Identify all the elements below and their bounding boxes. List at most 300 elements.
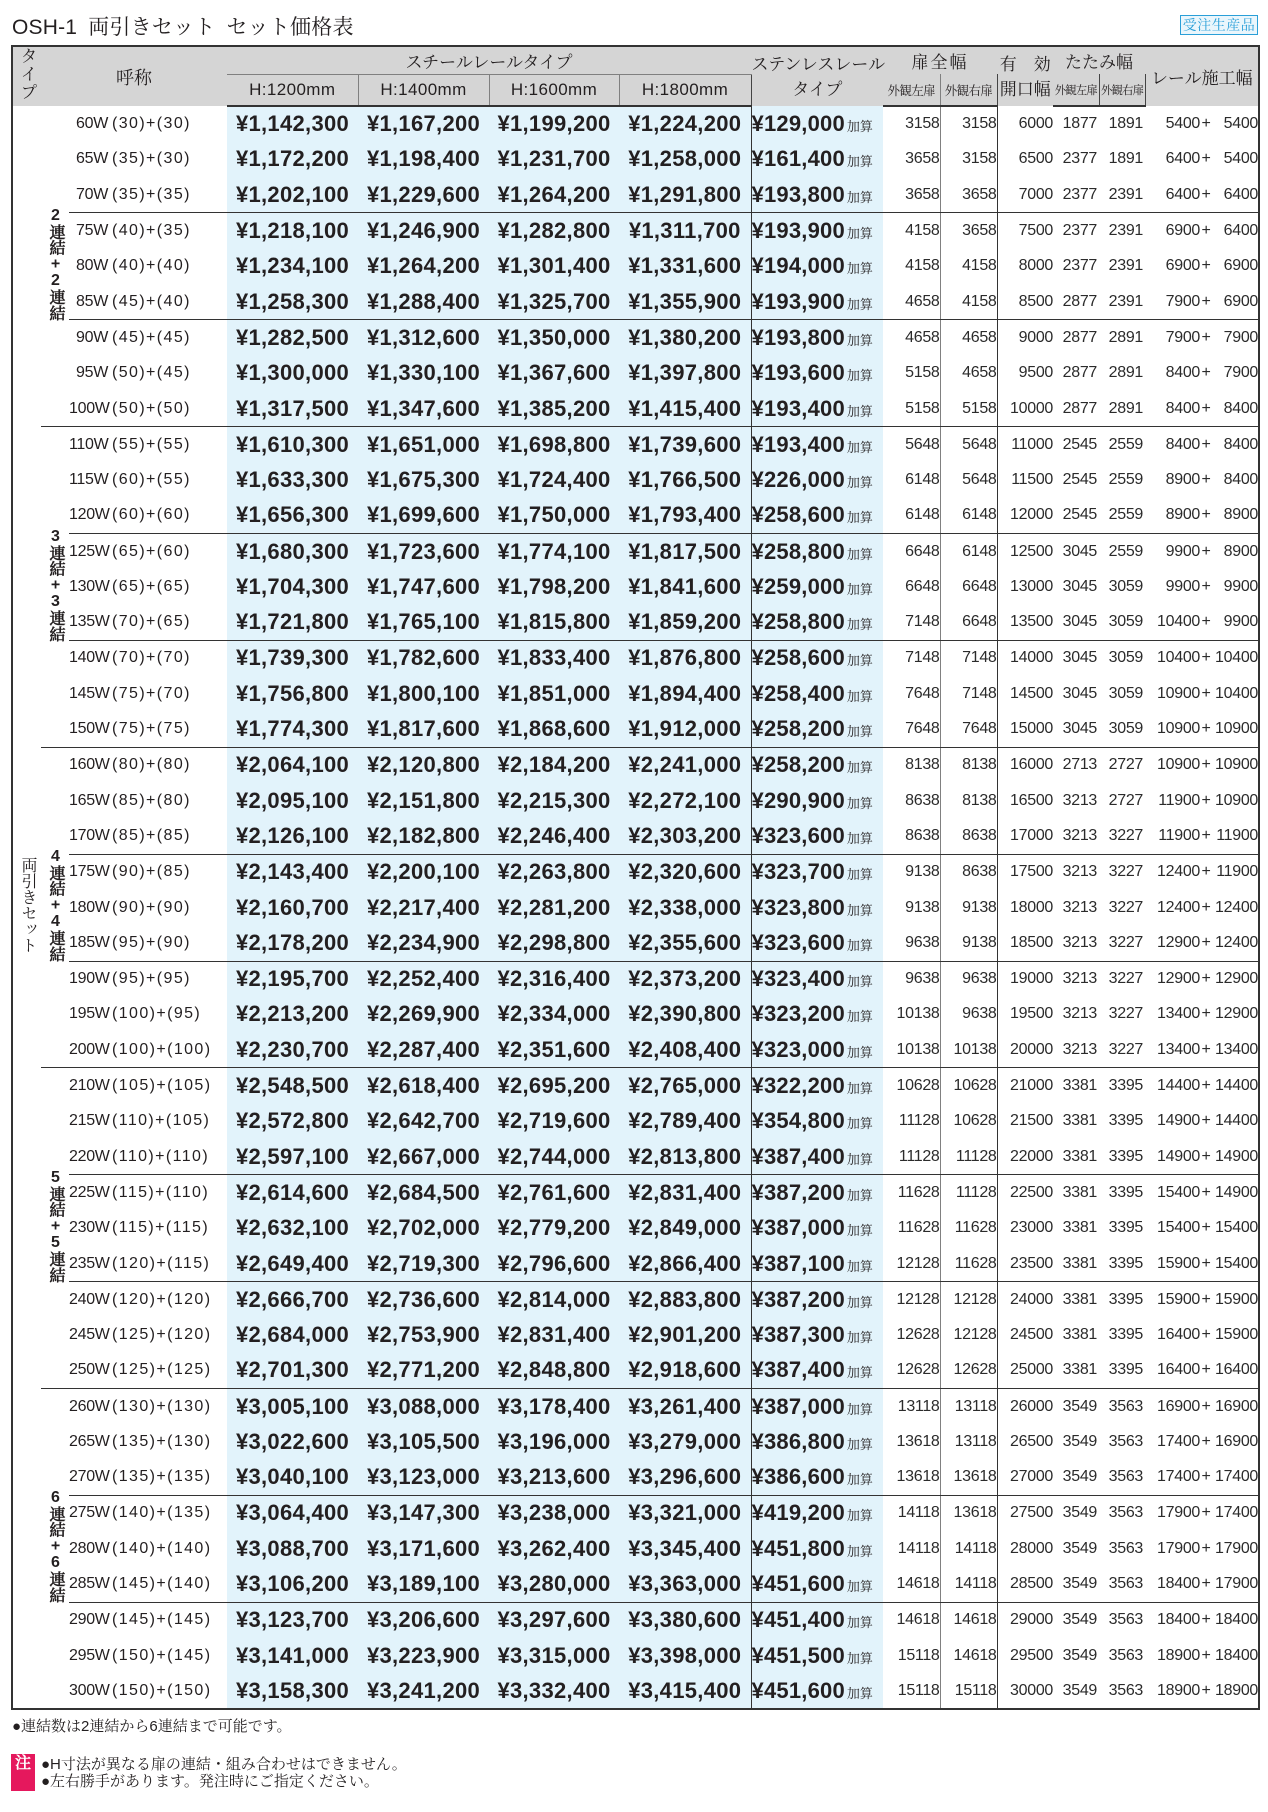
- fold-right-cell: 3227: [1108, 898, 1144, 916]
- rail-width-cell: 15400+ 14900: [1157, 1183, 1259, 1201]
- fold-left-cell: 3213: [1062, 863, 1098, 881]
- rail-width-cell: 17900+ 17900: [1157, 1539, 1259, 1557]
- rail-width-cell: 6900+ 6900: [1165, 257, 1259, 275]
- fold-right-cell: 3059: [1108, 684, 1144, 702]
- door-right-cell: 6148: [940, 498, 997, 534]
- opening-cell: 21000: [1010, 1076, 1054, 1094]
- rail-width-cell: 10400+ 10400: [1157, 649, 1259, 667]
- rail-width-cell: 10900+ 10900: [1157, 756, 1259, 774]
- steel-price-cell: ¥2,667,000: [358, 1139, 489, 1175]
- name-cell: 175W (90)+(85): [69, 863, 191, 881]
- steel-price-cell: ¥2,316,400: [489, 961, 619, 997]
- door-right-cell: 7148: [940, 640, 997, 676]
- opening-cell: 13000: [1010, 577, 1054, 595]
- steel-price-cell: ¥1,282,500: [227, 320, 358, 356]
- name-cell: 160W (80)+(80): [69, 756, 191, 774]
- opening-cell: 8000: [1018, 257, 1054, 275]
- fold-left-cell: 2377: [1062, 221, 1098, 239]
- stainless-price-cell: ¥323,400 加算: [751, 961, 883, 997]
- rail-width-cell: 6900+ 6400: [1165, 221, 1259, 239]
- steel-price-cell: ¥2,666,700: [227, 1282, 358, 1318]
- stainless-price-cell: ¥323,800 加算: [751, 890, 883, 926]
- steel-price-cell: ¥1,651,000: [358, 427, 489, 463]
- rail-width-cell: 12900+ 12400: [1145, 925, 1259, 961]
- steel-price-cell: ¥2,765,000: [619, 1068, 751, 1104]
- fold-right-cell: 3395: [1099, 1353, 1145, 1389]
- group-cell: [41, 1389, 69, 1710]
- name-cell: 170W (85)+(85): [69, 819, 227, 855]
- name-cell: 225W (115)+(110): [69, 1183, 210, 1201]
- fold-right-cell: 3395: [1108, 1112, 1144, 1130]
- fold-right-cell: 2891: [1108, 328, 1144, 346]
- steel-price-cell: ¥1,739,600: [619, 427, 751, 463]
- opening-cell: 7000: [997, 177, 1053, 213]
- group-label: 6連結+6連結: [47, 1489, 64, 1603]
- group-cell: [41, 747, 69, 1068]
- steel-price-cell: ¥1,800,100: [358, 676, 489, 712]
- steel-price-cell: ¥2,064,100: [227, 747, 358, 783]
- stainless-price-cell: ¥161,400 加算: [751, 142, 883, 178]
- steel-price-cell: ¥1,312,600: [358, 320, 489, 356]
- name-cell: 70W (35)+(35): [69, 177, 227, 213]
- door-right-cell: 7648: [940, 712, 997, 748]
- fold-left-cell: 3549: [1062, 1397, 1098, 1415]
- group-label: 2連結+2連結: [47, 206, 64, 321]
- stainless-price-cell: ¥386,800 加算: [751, 1424, 883, 1460]
- fold-left-cell: 3045: [1053, 605, 1099, 641]
- door-left-cell: 11628: [883, 1175, 940, 1211]
- caution-list: [41, 1756, 407, 1790]
- rail-width-cell: 11900+ 11900: [1145, 819, 1259, 855]
- opening-cell: 24500: [1010, 1326, 1054, 1344]
- header-door-right: 外観右扉: [940, 74, 997, 106]
- header-effective-opening: 有 効 開口幅: [997, 46, 1053, 106]
- fold-left-cell: 3381: [1062, 1183, 1098, 1201]
- type-cell: [12, 106, 41, 1709]
- steel-price-cell: ¥2,217,400: [358, 890, 489, 926]
- door-left-cell: 11128: [883, 1139, 940, 1175]
- door-left-cell: 11628: [883, 1210, 940, 1246]
- name-cell: 200W (100)+(100): [69, 1032, 227, 1068]
- opening-cell: 26500: [1010, 1432, 1054, 1450]
- fold-right-cell: 2891: [1108, 364, 1144, 382]
- steel-price-cell: ¥2,814,000: [489, 1282, 619, 1318]
- door-right-cell: 4658: [940, 355, 997, 391]
- steel-price-cell: ¥2,701,300: [227, 1353, 358, 1389]
- header-folded-width: たたみ幅: [1053, 46, 1145, 74]
- door-right-cell: 3158: [940, 142, 997, 178]
- fold-right-cell: 2559: [1099, 498, 1145, 534]
- fold-right-cell: 2391: [1108, 221, 1144, 239]
- name-cell: 245W (125)+(120): [69, 1326, 212, 1344]
- stainless-price-cell: ¥451,800 加算: [751, 1531, 883, 1567]
- steel-price-cell: ¥1,246,900: [358, 213, 489, 249]
- fold-left-cell: 3381: [1053, 1353, 1099, 1389]
- steel-price-cell: ¥2,095,100: [227, 783, 358, 819]
- steel-price-cell: ¥1,264,200: [489, 177, 619, 213]
- door-left-cell: 4658: [883, 284, 940, 320]
- header-stainless-rail-type: ステンレスレール タイプ: [751, 46, 883, 106]
- steel-price-cell: ¥3,363,000: [619, 1567, 751, 1603]
- steel-price-cell: ¥3,321,000: [619, 1495, 751, 1531]
- door-left-cell: 12128: [883, 1282, 940, 1318]
- door-right-cell: 8138: [940, 783, 997, 819]
- steel-price-cell: ¥1,282,800: [489, 213, 619, 249]
- door-left-cell: 5648: [883, 427, 940, 463]
- fold-left-cell: 3045: [1062, 684, 1098, 702]
- fold-left-cell: 2877: [1053, 284, 1099, 320]
- door-right-cell: 10628: [940, 1068, 997, 1104]
- opening-cell: 25000: [997, 1353, 1053, 1389]
- door-left-cell: 3658: [883, 177, 940, 213]
- stainless-price-cell: ¥193,400 加算: [751, 391, 883, 427]
- steel-price-cell: ¥2,408,400: [619, 1032, 751, 1068]
- table-row: [12, 1531, 1259, 1567]
- steel-price-cell: ¥3,171,600: [358, 1531, 489, 1567]
- fold-right-cell: 3395: [1108, 1219, 1144, 1237]
- fold-right-cell: 3563: [1099, 1674, 1145, 1710]
- steel-price-cell: ¥2,744,000: [489, 1139, 619, 1175]
- header-h1800: H:1800mm: [619, 74, 751, 106]
- door-left-cell: 8638: [883, 783, 940, 819]
- steel-price-cell: ¥2,632,100: [227, 1210, 358, 1246]
- name-cell: 265W (135)+(130): [69, 1432, 212, 1450]
- steel-price-cell: ¥2,813,800: [619, 1139, 751, 1175]
- steel-price-cell: ¥1,912,000: [619, 712, 751, 748]
- fold-left-cell: 3213: [1053, 819, 1099, 855]
- door-right-cell: 11128: [940, 1139, 997, 1175]
- fold-left-cell: 3381: [1062, 1112, 1098, 1130]
- rail-width-cell: 8900+ 8900: [1145, 498, 1259, 534]
- steel-price-cell: ¥1,656,300: [227, 498, 358, 534]
- name-cell: 60W (30)+(30): [76, 114, 191, 132]
- door-right-cell: 7148: [940, 676, 997, 712]
- steel-price-cell: ¥1,218,100: [227, 213, 358, 249]
- stainless-price-cell: ¥129,000 加算: [751, 106, 883, 142]
- door-right-cell: 9638: [940, 997, 997, 1033]
- fold-right-cell: 3563: [1108, 1504, 1144, 1522]
- opening-cell: 28000: [1010, 1539, 1054, 1557]
- name-cell: 195W (100)+(95): [69, 1005, 202, 1023]
- name-cell: 210W (105)+(105): [69, 1076, 212, 1094]
- steel-price-cell: ¥1,202,100: [227, 177, 358, 213]
- steel-price-cell: ¥2,151,800: [358, 783, 489, 819]
- table-row: [12, 177, 1259, 213]
- steel-price-cell: ¥2,736,600: [358, 1282, 489, 1318]
- stainless-price-cell: ¥323,600 加算: [751, 819, 883, 855]
- fold-right-cell: 2559: [1108, 435, 1144, 453]
- steel-price-cell: ¥2,848,800: [489, 1353, 619, 1389]
- fold-right-cell: 3395: [1099, 1139, 1145, 1175]
- steel-price-cell: ¥2,334,000: [489, 997, 619, 1033]
- steel-price-cell: ¥3,189,100: [358, 1567, 489, 1603]
- fold-left-cell: 3549: [1053, 1567, 1099, 1603]
- stainless-price-cell: ¥193,900 加算: [751, 213, 883, 249]
- name-cell: 290W (145)+(145): [69, 1611, 212, 1629]
- opening-cell: 8500: [997, 284, 1053, 320]
- steel-price-cell: ¥2,719,300: [358, 1246, 489, 1282]
- name-cell: 120W (60)+(60): [69, 498, 227, 534]
- steel-price-cell: ¥1,833,400: [489, 640, 619, 676]
- header-fold-right: 外観右扉: [1099, 74, 1145, 106]
- fold-left-cell: 3381: [1053, 1246, 1099, 1282]
- steel-price-cell: ¥2,796,600: [489, 1246, 619, 1282]
- caution-badge: 注: [11, 1754, 35, 1791]
- fold-right-cell: 3395: [1099, 1246, 1145, 1282]
- door-right-cell: 6648: [940, 605, 997, 641]
- name-cell: 260W (130)+(130): [69, 1397, 212, 1415]
- steel-price-cell: ¥2,269,900: [358, 997, 489, 1033]
- door-right-cell: 14618: [940, 1602, 997, 1638]
- steel-price-cell: ¥2,779,200: [489, 1210, 619, 1246]
- table-row: [12, 854, 1259, 890]
- steel-price-cell: ¥3,123,700: [227, 1602, 358, 1638]
- door-left-cell: 3158: [883, 106, 940, 142]
- door-left-cell: 9138: [883, 854, 940, 890]
- steel-price-cell: ¥3,262,400: [489, 1531, 619, 1567]
- fold-right-cell: 3227: [1099, 819, 1145, 855]
- steel-price-cell: ¥1,258,000: [619, 142, 751, 178]
- stainless-price-cell: ¥387,000 加算: [751, 1389, 883, 1425]
- fold-left-cell: 3045: [1062, 649, 1098, 667]
- door-right-cell: 3158: [940, 106, 997, 142]
- steel-price-cell: ¥2,618,400: [358, 1068, 489, 1104]
- door-right-cell: 8638: [940, 854, 997, 890]
- steel-price-cell: ¥1,397,800: [619, 355, 751, 391]
- name-cell: 180W (90)+(90): [69, 898, 191, 916]
- steel-price-cell: ¥3,296,600: [619, 1460, 751, 1496]
- table-row: [12, 320, 1259, 356]
- name-cell: 165W (85)+(80): [69, 791, 191, 809]
- fold-right-cell: 3395: [1108, 1183, 1144, 1201]
- table-row: [12, 213, 1259, 249]
- stainless-price-cell: ¥193,900 加算: [751, 284, 883, 320]
- fold-left-cell: 2545: [1053, 498, 1099, 534]
- steel-price-cell: ¥1,841,600: [619, 569, 751, 605]
- steel-price-cell: ¥2,120,800: [358, 747, 489, 783]
- made-to-order-badge: 受注生産品: [1180, 15, 1258, 35]
- name-cell: 115W (60)+(55): [69, 471, 191, 489]
- door-right-cell: 13618: [940, 1460, 997, 1496]
- fold-right-cell: 3227: [1099, 925, 1145, 961]
- table-row: [12, 1638, 1259, 1674]
- steel-price-cell: ¥3,206,600: [358, 1602, 489, 1638]
- steel-price-cell: ¥2,719,600: [489, 1104, 619, 1140]
- door-left-cell: 14118: [883, 1495, 940, 1531]
- steel-price-cell: ¥1,167,200: [358, 106, 489, 142]
- door-right-cell: 9138: [940, 925, 997, 961]
- table-row: [12, 676, 1259, 712]
- name-cell: 235W (120)+(115): [69, 1246, 227, 1282]
- door-right-cell: 11128: [940, 1175, 997, 1211]
- door-left-cell: 5158: [883, 391, 940, 427]
- door-left-cell: 13618: [883, 1424, 940, 1460]
- opening-cell: 6000: [1018, 114, 1054, 132]
- table-row: [12, 142, 1259, 178]
- stainless-price-cell: ¥258,600 加算: [751, 498, 883, 534]
- opening-cell: 23000: [1010, 1219, 1054, 1237]
- steel-price-cell: ¥2,789,400: [619, 1104, 751, 1140]
- steel-price-cell: ¥2,241,000: [619, 747, 751, 783]
- steel-price-cell: ¥2,320,600: [619, 854, 751, 890]
- stainless-price-cell: ¥193,800 加算: [751, 177, 883, 213]
- opening-cell: 27000: [997, 1460, 1053, 1496]
- table-row: [12, 605, 1259, 641]
- stainless-price-cell: ¥323,700 加算: [751, 854, 883, 890]
- steel-price-cell: ¥3,123,000: [358, 1460, 489, 1496]
- rail-width-cell: 7900+ 6900: [1145, 284, 1259, 320]
- door-right-cell: 8138: [940, 747, 997, 783]
- steel-price-cell: ¥1,765,100: [358, 605, 489, 641]
- fold-right-cell: 3563: [1108, 1397, 1144, 1415]
- name-cell: 110W (55)+(55): [69, 435, 191, 453]
- steel-price-cell: ¥1,739,300: [227, 640, 358, 676]
- steel-price-cell: ¥2,831,400: [489, 1317, 619, 1353]
- fold-left-cell: 3549: [1062, 1611, 1098, 1629]
- name-cell: 280W (140)+(140): [69, 1539, 212, 1557]
- rail-width-cell: 12900+ 12900: [1157, 970, 1259, 988]
- steel-price-cell: ¥1,330,100: [358, 355, 489, 391]
- table-row: [12, 747, 1259, 783]
- fold-left-cell: 3213: [1053, 925, 1099, 961]
- steel-price-cell: ¥1,291,800: [619, 177, 751, 213]
- header-h1400: H:1400mm: [358, 74, 489, 106]
- steel-price-cell: ¥2,252,400: [358, 961, 489, 997]
- fold-right-cell: 3059: [1099, 712, 1145, 748]
- door-right-cell: 13118: [940, 1389, 997, 1425]
- stainless-price-cell: ¥323,200 加算: [751, 997, 883, 1033]
- stainless-price-cell: ¥323,600 加算: [751, 925, 883, 961]
- steel-price-cell: ¥1,610,300: [227, 427, 358, 463]
- fold-left-cell: 3549: [1062, 1504, 1098, 1522]
- fold-left-cell: 3213: [1062, 1005, 1098, 1023]
- table-row: [12, 1567, 1259, 1603]
- table-row: [12, 1674, 1259, 1710]
- door-left-cell: 5158: [883, 355, 940, 391]
- fold-left-cell: 3381: [1062, 1326, 1098, 1344]
- fold-left-cell: 3213: [1062, 791, 1098, 809]
- door-left-cell: 12128: [883, 1246, 940, 1282]
- name-cell: 130W (65)+(65): [69, 577, 191, 595]
- steel-price-cell: ¥1,699,600: [358, 498, 489, 534]
- stainless-price-cell: ¥451,600 加算: [751, 1674, 883, 1710]
- steel-price-cell: ¥1,258,300: [227, 284, 358, 320]
- rail-width-cell: 13400+ 12900: [1157, 1005, 1259, 1023]
- opening-cell: 18000: [1010, 898, 1054, 916]
- name-cell: 230W (115)+(115): [69, 1219, 210, 1237]
- steel-price-cell: ¥1,774,100: [489, 534, 619, 570]
- door-left-cell: 9638: [883, 961, 940, 997]
- steel-price-cell: ¥1,325,700: [489, 284, 619, 320]
- door-left-cell: 12628: [883, 1353, 940, 1389]
- steel-price-cell: ¥3,345,400: [619, 1531, 751, 1567]
- steel-price-cell: ¥2,351,600: [489, 1032, 619, 1068]
- fold-right-cell: 3563: [1108, 1646, 1144, 1664]
- rail-width-cell: 14900+ 14900: [1145, 1139, 1259, 1175]
- door-left-cell: 6648: [883, 569, 940, 605]
- steel-price-cell: ¥3,040,100: [227, 1460, 358, 1496]
- fold-right-cell: 3059: [1099, 605, 1145, 641]
- opening-cell: 18500: [997, 925, 1053, 961]
- fold-left-cell: 1877: [1062, 115, 1098, 133]
- price-table: [11, 45, 1260, 1710]
- door-right-cell: 13618: [940, 1495, 997, 1531]
- door-right-cell: 12128: [940, 1317, 997, 1353]
- steel-price-cell: ¥2,649,400: [227, 1246, 358, 1282]
- door-left-cell: 13118: [883, 1389, 940, 1425]
- steel-price-cell: ¥3,105,500: [358, 1424, 489, 1460]
- rail-width-cell: 7900+ 7900: [1165, 328, 1259, 346]
- fold-left-cell: 2545: [1062, 435, 1098, 453]
- fold-right-cell: 3395: [1108, 1326, 1144, 1344]
- door-left-cell: 6648: [883, 534, 940, 570]
- door-left-cell: 3658: [883, 142, 940, 178]
- fold-left-cell: 3549: [1062, 1432, 1098, 1450]
- fold-right-cell: 3395: [1108, 1076, 1144, 1094]
- steel-price-cell: ¥3,022,600: [227, 1424, 358, 1460]
- name-cell: 275W (140)+(135): [69, 1504, 212, 1522]
- opening-cell: 16500: [1010, 791, 1054, 809]
- note-connection-range: ●連結数は2連結から6連結まで可能です。: [12, 1718, 292, 1735]
- steel-price-cell: ¥2,684,500: [358, 1175, 489, 1211]
- steel-price-cell: ¥3,088,700: [227, 1531, 358, 1567]
- fold-right-cell: 3563: [1108, 1539, 1144, 1557]
- name-cell: 90W (45)+(45): [76, 328, 191, 346]
- stainless-price-cell: ¥322,200 加算: [751, 1068, 883, 1104]
- fold-left-cell: 3549: [1053, 1674, 1099, 1710]
- stainless-price-cell: ¥258,800 加算: [751, 534, 883, 570]
- opening-cell: 27500: [1010, 1504, 1054, 1522]
- group-cell: [41, 427, 69, 748]
- door-left-cell: 12628: [883, 1317, 940, 1353]
- fold-right-cell: 3227: [1108, 863, 1144, 881]
- opening-cell: 10000: [997, 391, 1053, 427]
- table-row: [12, 391, 1259, 427]
- steel-price-cell: ¥3,088,000: [358, 1389, 489, 1425]
- fold-right-cell: 3563: [1108, 1432, 1144, 1450]
- stainless-price-cell: ¥258,200 加算: [751, 712, 883, 748]
- steel-price-cell: ¥1,675,300: [358, 462, 489, 498]
- door-left-cell: 13618: [883, 1460, 940, 1496]
- door-left-cell: 10628: [883, 1068, 940, 1104]
- name-cell: 190W (95)+(95): [69, 970, 191, 988]
- fold-right-cell: 3227: [1108, 1005, 1144, 1023]
- rail-width-cell: 18400+ 18400: [1157, 1611, 1259, 1629]
- fold-left-cell: 2545: [1062, 471, 1098, 489]
- steel-price-cell: ¥2,230,700: [227, 1032, 358, 1068]
- table-row: [12, 106, 1259, 142]
- table-row: [12, 1032, 1259, 1068]
- steel-price-cell: ¥2,200,100: [358, 854, 489, 890]
- group-label: 4連結+4連結: [47, 848, 64, 962]
- door-left-cell: 9638: [883, 925, 940, 961]
- table-row: [12, 1602, 1259, 1638]
- steel-price-cell: ¥3,064,400: [227, 1495, 358, 1531]
- opening-cell: 19500: [1010, 1005, 1054, 1023]
- steel-price-cell: ¥2,642,700: [358, 1104, 489, 1140]
- fold-right-cell: 2891: [1099, 391, 1145, 427]
- fold-left-cell: 2713: [1062, 756, 1098, 774]
- steel-price-cell: ¥1,142,300: [227, 106, 358, 142]
- name-cell: 85W (45)+(40): [69, 284, 227, 320]
- door-left-cell: 9138: [883, 890, 940, 926]
- table-row: [12, 1282, 1259, 1318]
- table-row: [12, 462, 1259, 498]
- rail-width-cell: 14400+ 14400: [1157, 1076, 1259, 1094]
- fold-left-cell: 3381: [1062, 1290, 1098, 1308]
- door-left-cell: 4158: [883, 249, 940, 285]
- steel-price-cell: ¥2,684,000: [227, 1317, 358, 1353]
